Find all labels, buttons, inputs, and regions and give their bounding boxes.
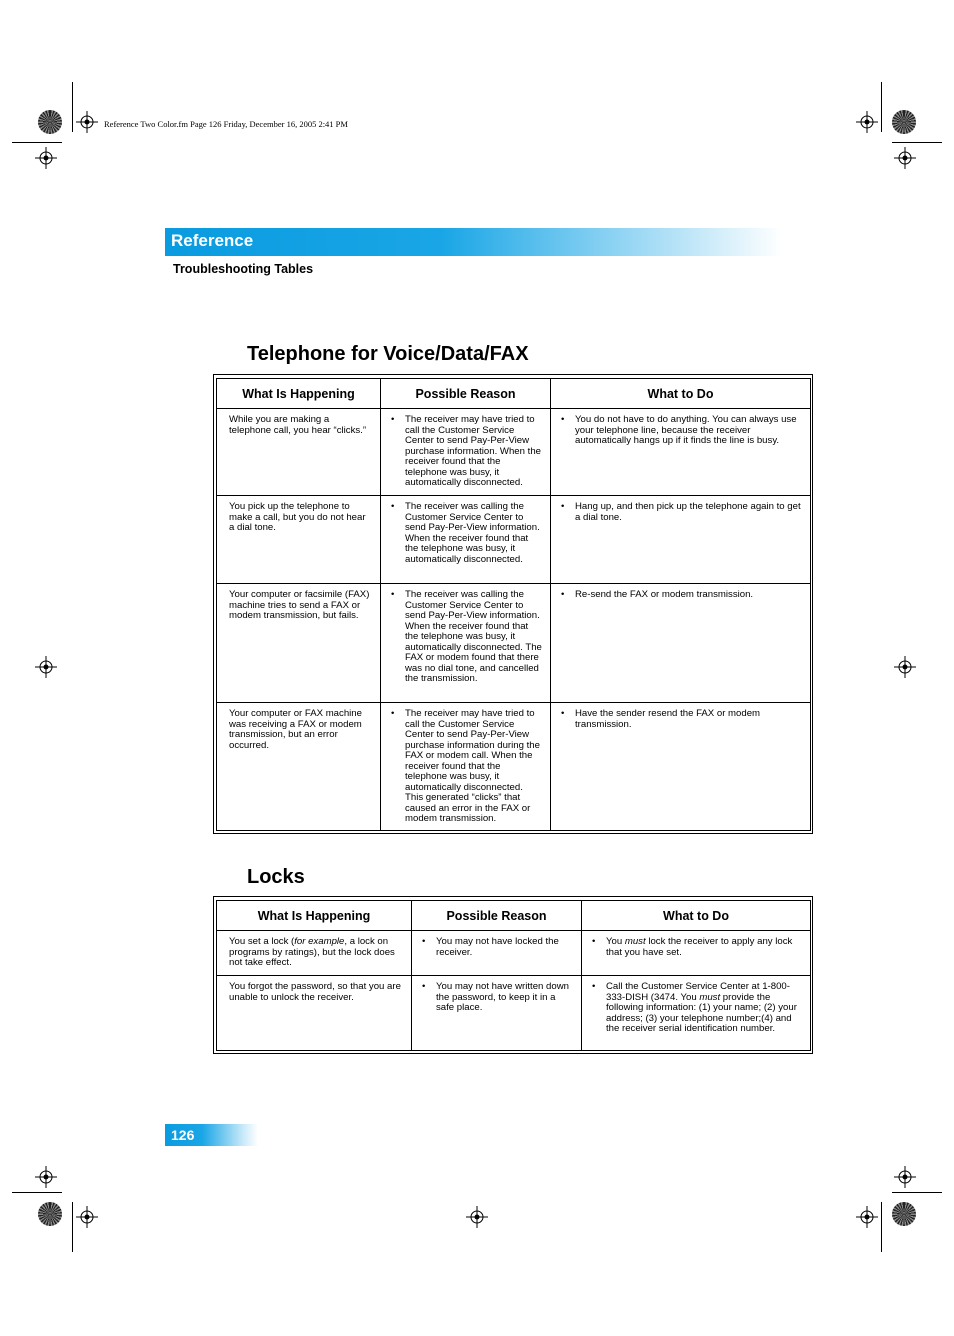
happening-cell: You set a lock (for example, a lock on programs by ratings), but the lock does not take effect. xyxy=(217,931,412,976)
registration-mark-icon xyxy=(856,1206,878,1228)
column-header: What to Do xyxy=(582,901,811,931)
column-header: Possible Reason xyxy=(412,901,582,931)
column-header: What to Do xyxy=(551,379,811,409)
happening-cell: Your computer or FAX machine was receiving a FAX or modem transmission, but an error occurred. xyxy=(217,703,381,831)
color-rosette-icon xyxy=(892,110,916,134)
happening-cell: You forgot the password, so that you are unable to unlock the receiver. xyxy=(217,976,412,1051)
table-row xyxy=(217,931,811,976)
column-header: What Is Happening xyxy=(217,379,381,409)
todo-item: • You do not have to do anything. You can always use your telephone line, because the receiver automatically hangs up if it finds the line is busy. xyxy=(575,415,802,447)
telephone-section-title: Telephone for Voice/Data/FAX xyxy=(247,343,529,365)
registration-mark-icon xyxy=(466,1206,488,1228)
registration-mark-icon xyxy=(35,1166,57,1188)
registration-mark-icon xyxy=(894,656,916,678)
happening-cell: While you are making a telephone call, you hear “clicks.” xyxy=(217,409,381,496)
todo-item: • Call the Customer Service Center at 1-800-333-DISH (3474. You must provide the following information: (1) your name; (2) your address; (3) your telephone number;(4) and the receiver serial identification number. xyxy=(606,982,802,1035)
happening-cell: Your computer or facsimile (FAX) machine tries to send a FAX or modem transmission, but fails. xyxy=(217,584,381,703)
todo-item: • Hang up, and then pick up the telephone again to get a dial tone. xyxy=(575,502,802,523)
reason-item: • You may not have locked the receiver. xyxy=(436,937,573,958)
registration-mark-icon xyxy=(35,147,57,169)
file-header: Reference Two Color.fm Page 126 Friday, December 16, 2005 2:41 PM xyxy=(104,119,348,129)
todo-item: • Have the sender resend the FAX or modem transmission. xyxy=(575,709,802,730)
color-rosette-icon xyxy=(38,110,62,134)
registration-mark-icon xyxy=(894,1166,916,1188)
todo-item: • Re-send the FAX or modem transmission. xyxy=(575,590,802,601)
color-rosette-icon xyxy=(38,1202,62,1226)
reason-item: • The receiver may have tried to call the Customer Service Center to send Pay-Per-View purchase information during the FAX or modem call. When the receiver found that the telephone was busy, it automatically disconnected. This generated “clicks” that caused an error in the FAX or modem transmission. xyxy=(405,709,542,825)
registration-mark-icon xyxy=(856,111,878,133)
column-header: What Is Happening xyxy=(217,901,412,931)
banner-title: Reference xyxy=(171,231,254,250)
section-banner xyxy=(165,228,782,256)
reason-item: • You may not have written down the password, to keep it in a safe place. xyxy=(436,982,573,1014)
table-row xyxy=(217,409,811,496)
subheading: Troubleshooting Tables xyxy=(173,262,314,276)
registration-mark-icon xyxy=(76,1206,98,1228)
locks-section-title: Locks xyxy=(247,866,305,888)
page-number: 126 xyxy=(171,1127,195,1143)
table-row xyxy=(217,703,811,831)
happening-cell: You pick up the telephone to make a call, but you do not hear a dial tone. xyxy=(217,496,381,584)
column-header: Possible Reason xyxy=(381,379,551,409)
reason-item: • The receiver was calling the Customer Service Center to send Pay-Per-View information. When the receiver found that the telephone was busy, it automatically disconnected. The FAX or modem found that there was no dial tone, and cancelled the transmission. xyxy=(405,590,542,685)
registration-mark-icon xyxy=(35,656,57,678)
telephone-table xyxy=(216,378,811,831)
color-rosette-icon xyxy=(892,1202,916,1226)
registration-mark-icon xyxy=(76,111,98,133)
registration-mark-icon xyxy=(894,147,916,169)
todo-item: • You must lock the receiver to apply any lock that you have set. xyxy=(606,937,802,958)
table-row xyxy=(217,584,811,703)
table-row xyxy=(217,976,811,1051)
reason-item: • The receiver may have tried to call the Customer Service Center to send Pay-Per-View purchase information. When the receiver found that the telephone was busy, it automatically disconnected. xyxy=(405,415,542,489)
table-row xyxy=(217,496,811,584)
reason-item: • The receiver was calling the Customer Service Center to send Pay-Per-View information. When the receiver found that the telephone was busy, it automatically disconnected. xyxy=(405,502,542,565)
locks-table xyxy=(216,900,811,1051)
page-number-tab xyxy=(165,1124,258,1146)
